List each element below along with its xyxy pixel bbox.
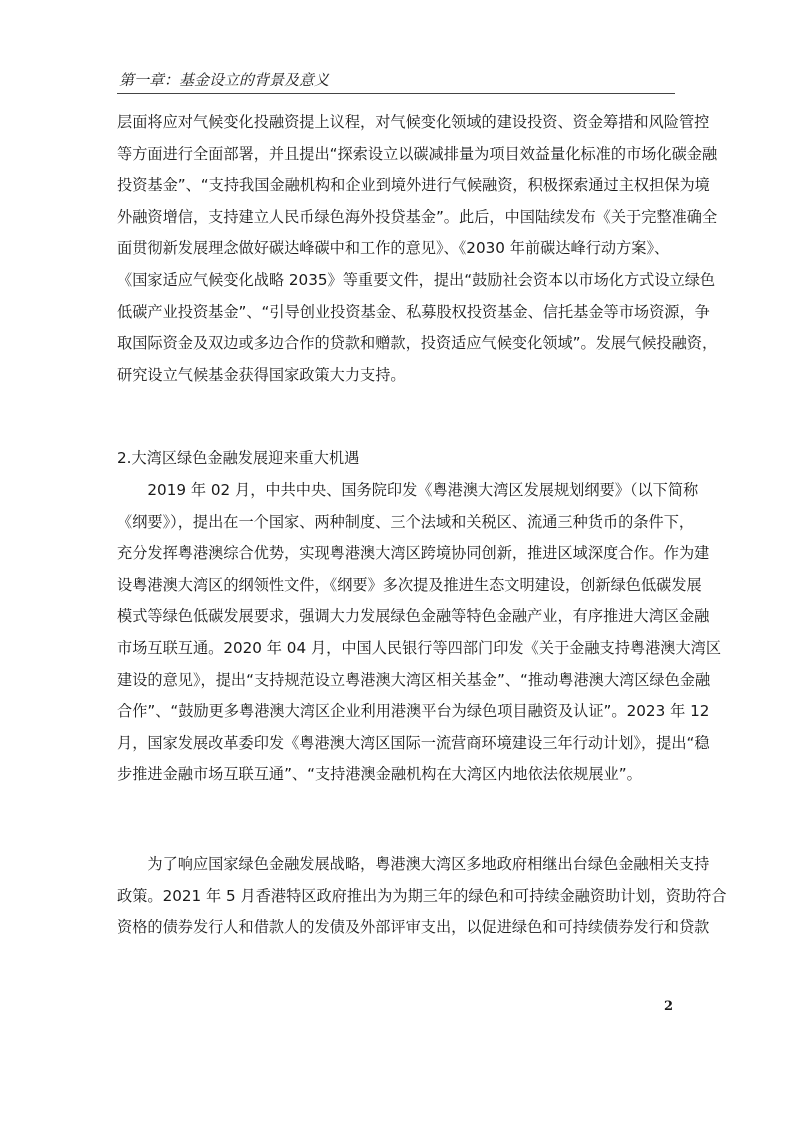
text-line: 《国家适应气候变化战略 2035》等重要文件，提出“鼓励社会资本以市场化方式设立绿色: [117, 270, 716, 289]
section-heading: 2.大湾区绿色金融发展迎来重大机遇: [117, 449, 360, 467]
paragraph-climate-finance-policy: [117, 107, 718, 391]
text-line: 低碳产业投资基金”、“引导创业投资基金、私募股权投资基金、信托基金等市场资源，争: [117, 302, 710, 321]
text-line: 资格的债券发行人和借款人的发债及外部评审支出，以促进绿色和可持续债券发行和贷款: [117, 918, 710, 937]
text-line: 政策。2021 年 5 月香港特区政府推出为为期三年的绿色和可持续金融资助计划，资助符合: [117, 886, 727, 905]
text-line: 投资基金”、“支持我国金融机构和企业到境外进行气候融资，积极探索通过主权担保为境: [117, 176, 710, 195]
header-divider: [117, 93, 675, 94]
text-line: 层面将应对气候变化投融资提上议程，对气候变化领域的建设投资、资金筹措和风险管控: [117, 113, 710, 131]
text-line: 合作”、“鼓励更多粤港澳大湾区企业利用港澳平台为绿色项目融资及认证”。2023 年 12: [117, 702, 710, 721]
text-line: 建设的意见》，提出“支持规范设立粤港澳大湾区相关基金”、“推动粤港澳大湾区绿色金融: [117, 670, 711, 689]
text-line: 取国际资金及双边或多边合作的贷款和赠款，投资适应气候变化领域”。发展气候投融资，: [117, 334, 718, 353]
text-line: 为了响应国家绿色金融发展战略，粤港澳大湾区多地政府相继出台绿色金融相关支持: [117, 855, 710, 873]
text-line: 面贯彻新发展理念做好碳达峰碳中和工作的意见》、《2030 年前碳达峰行动方案》、: [117, 239, 670, 258]
text-line: 步推进金融市场互联互通”、“支持港澳金融机构在大湾区内地依法依规展业”。: [117, 765, 642, 784]
text-line: 《纲要》），提出在一个国家、两种制度、三个法域和关税区、流通三种货币的条件下，: [117, 512, 695, 531]
text-line: 充分发挥粤港澳综合优势，实现粤港澳大湾区跨境协同创新，推进区域深度合作。作为建: [117, 544, 710, 563]
text-line: 模式等绿色低碳发展要求，强调大力发展绿色金融等特色金融产业，有序推进大湾区金融: [117, 607, 710, 626]
text-line: 研究设立气候基金获得国家政策大力支持。: [117, 365, 406, 384]
text-line: 设粤港澳大湾区的纲领性文件，《纲要》多次提及推进生态文明建设，创新绿色低碳发展: [117, 575, 702, 594]
paragraph-greater-bay-area: [117, 475, 722, 791]
text-line: 外融资增信，支持建立人民币绿色海外投贷基金”。此后，中国陆续发布《关于完整准确全: [117, 207, 718, 226]
text-line: 2019 年 02 月，中共中央、国务院印发《粤港澳大湾区发展规划纲要》（以下简称: [117, 481, 699, 499]
page-number: 2: [664, 999, 674, 1014]
paragraph-local-policies: [117, 849, 727, 944]
chapter-header: 第一章：基金设立的背景及意义: [119, 71, 330, 89]
text-line: 月，国家发展改革委印发《粤港澳大湾区国际一流营商环境建设三年行动计划》，提出“稳: [117, 733, 710, 752]
text-line: 等方面进行全面部署，并且提出“探索设立以碳减排量为项目效益量化标准的市场化碳金融: [117, 144, 718, 163]
text-line: 市场互联互通。2020 年 04 月，中国人民银行等四部门印发《关于金融支持粤港澳大湾区: [117, 638, 722, 657]
